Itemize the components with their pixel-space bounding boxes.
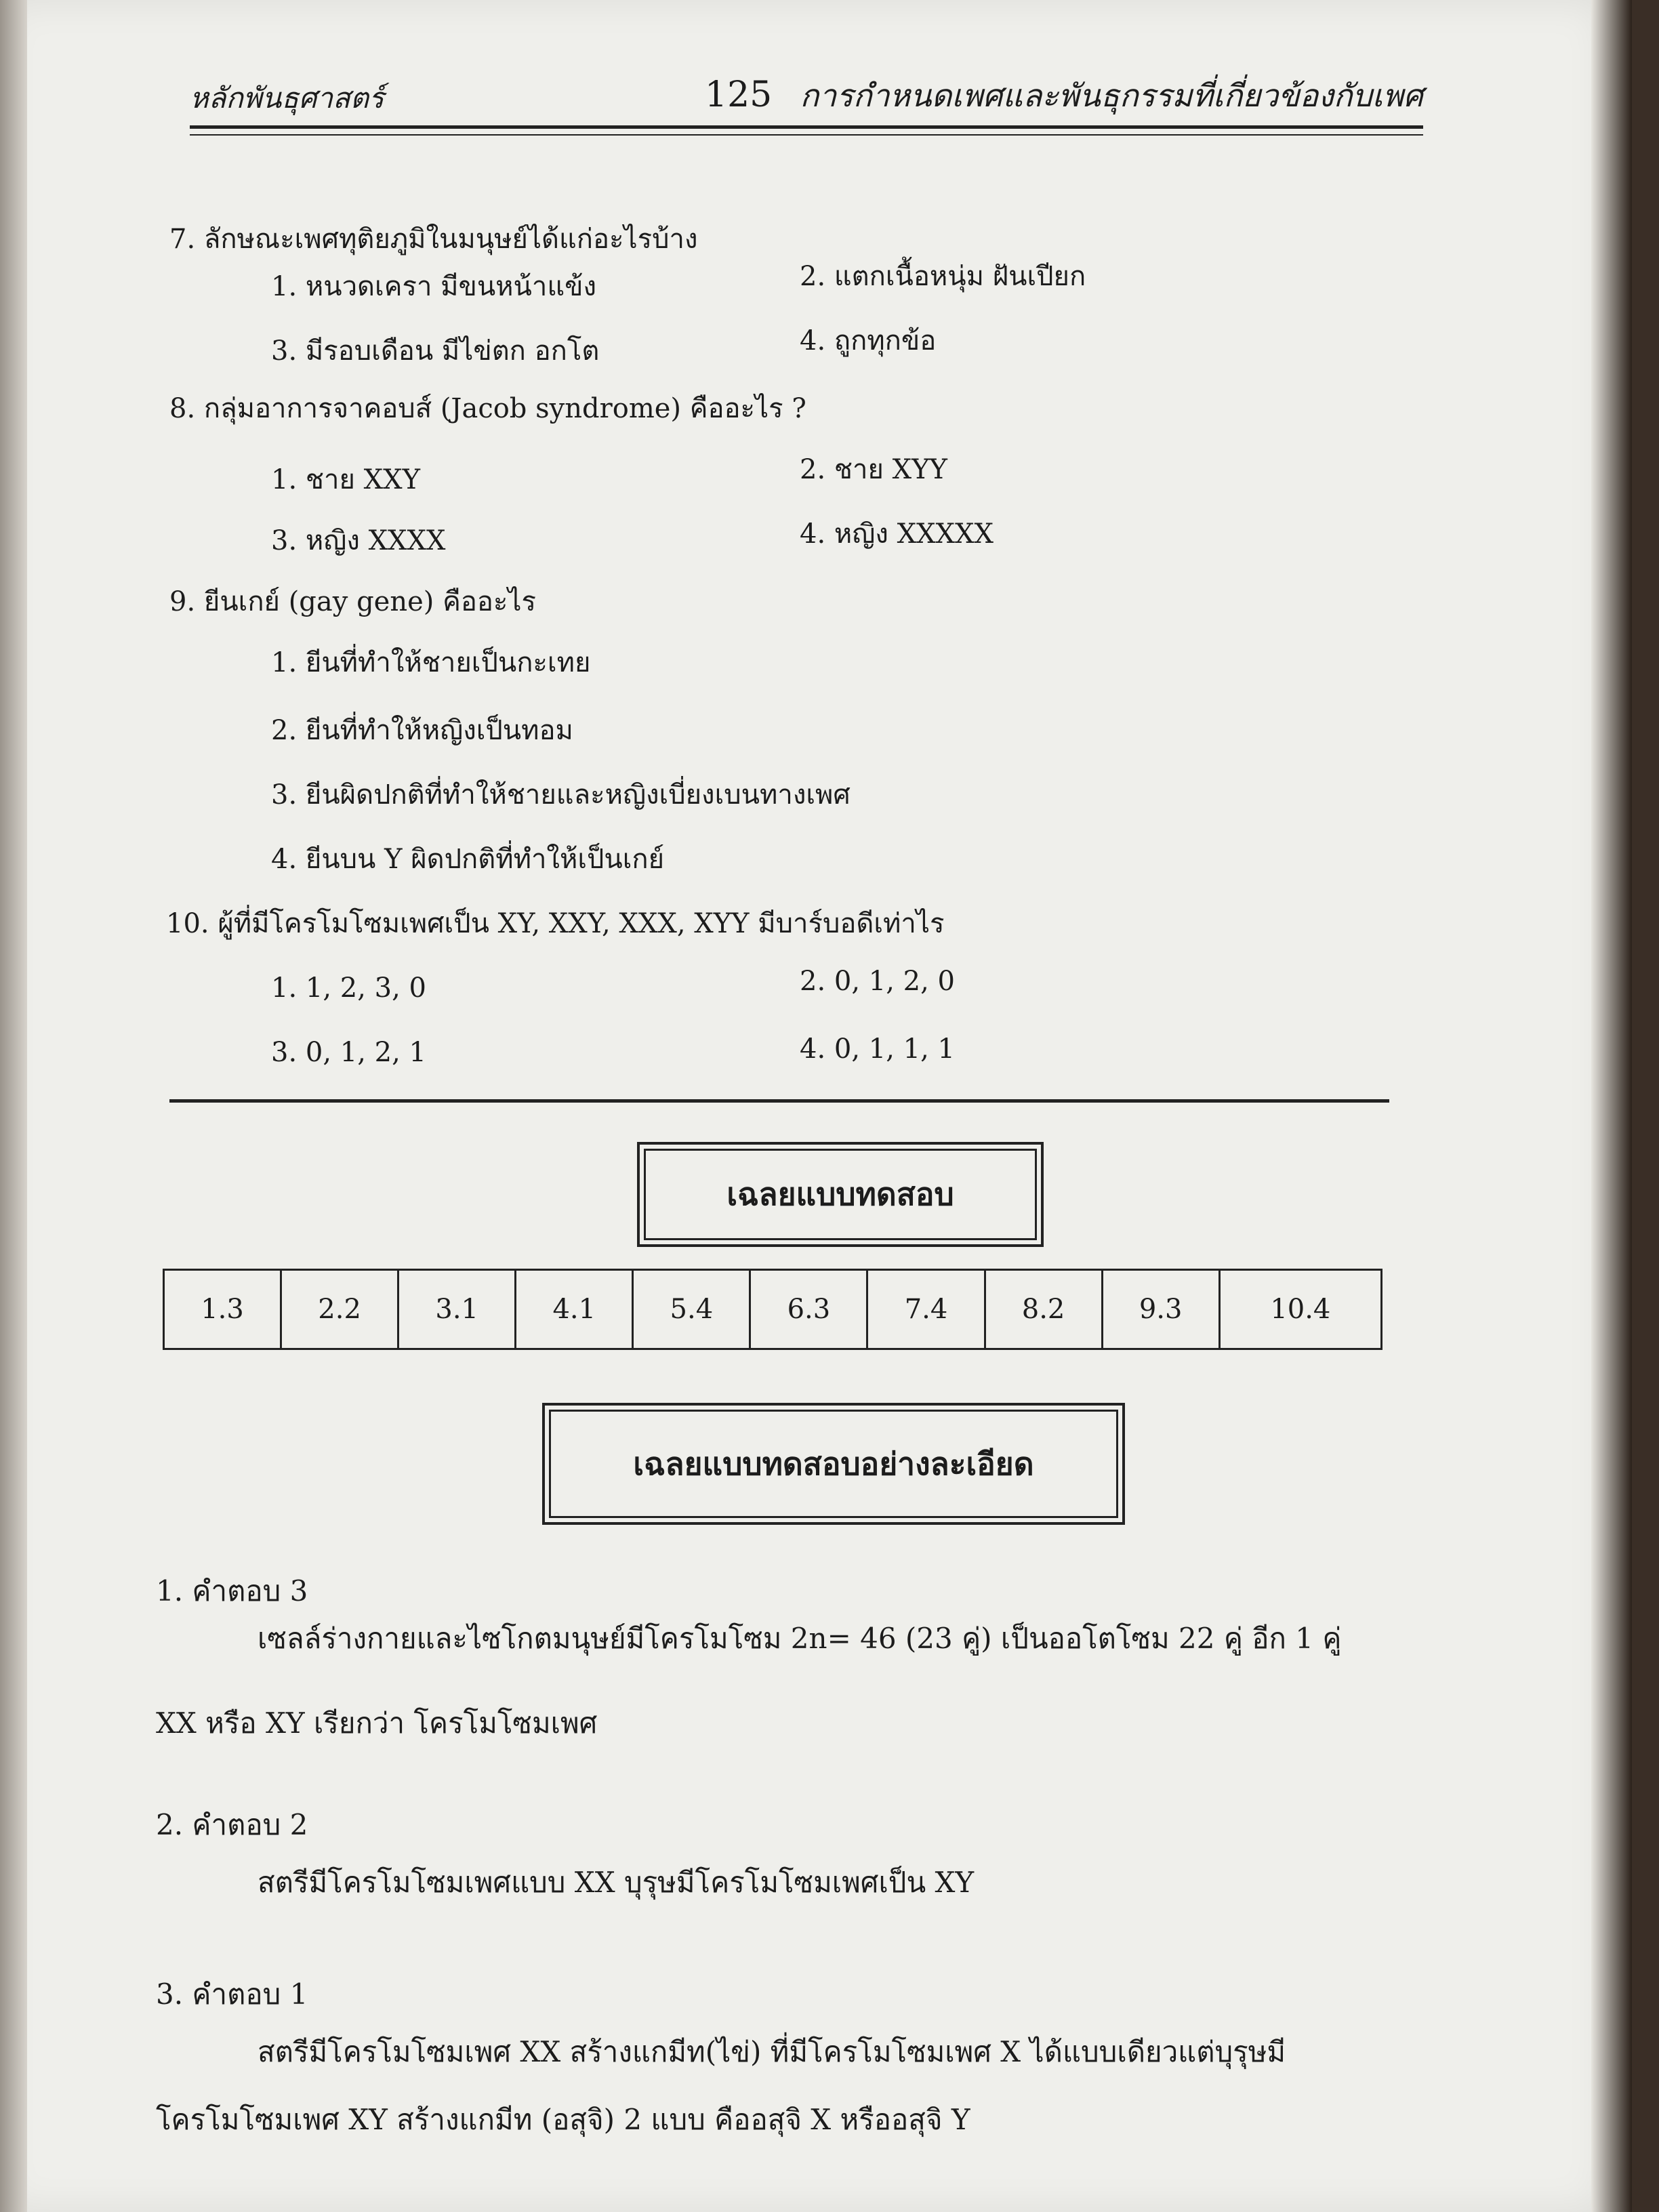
question-7-option-4: 4. ถูกทุกข้อ [800,325,937,356]
answer-cell: 6.3 [750,1270,867,1349]
detailed-answer-3-line-1: สตรีมีโครโมโซมเพศ XX สร้างแกมีท(ไข่) ที่มีโครโมโซมเพศ X ได้แบบเดียวแต่บุรุษมี [258,2035,1286,2068]
question-9-option-1: 1. ยีนที่ทำให้ชายเป็นกะเทย [271,647,591,678]
question-10-option-1: 1. 1, 2, 3, 0 [271,972,426,1004]
question-10-option-3: 3. 0, 1, 2, 1 [271,1037,426,1068]
detailed-answer-2-line-1: สตรีมีโครโมโซมเพศแบบ XX บุรุษมีโครโมโซมเพศเป็น XY [258,1866,975,1899]
page-number: 125 [705,75,773,115]
detailed-answer-1-heading: 1. คำตอบ 3 [156,1574,308,1607]
answer-cell: 3.1 [398,1270,516,1349]
book-spine-shadow [0,0,27,2212]
question-7-option-2: 2. แตกเนื้อหนุ่ม ฝันเปียก [800,261,1086,292]
book-page [27,0,1632,2212]
question-10: 10. ผู้ที่มีโครโมโซมเพศเป็น XY, XXY, XXX, XYY มีบาร์บอดีเท่าไร [166,908,945,939]
answer-cell: 9.3 [1102,1270,1219,1349]
header-rule-thin [190,134,1423,136]
answer-cell: 5.4 [633,1270,750,1349]
answer-cell: 2.2 [281,1270,398,1349]
detailed-answer-3-heading: 3. คำตอบ 1 [156,1978,308,2011]
question-7: 7. ลักษณะเพศทุติยภูมิในมนุษย์ได้แก่อะไรบ้าง [169,224,698,255]
book-title: หลักพันธุศาสตร์ [190,81,384,115]
answer-key-table [163,1269,1382,1350]
page-edge-shadow [1591,0,1632,2212]
detailed-title: เฉลยแบบทดสอบอย่างละเอียด [549,1410,1118,1518]
detailed-answer-3-line-2: โครโมโซมเพศ XY สร้างแกมีท (อสุจิ) 2 แบบ คืออสุจิ X หรืออสุจิ Y [156,2103,970,2136]
answer-cell: 1.3 [164,1270,281,1349]
table-row [164,1270,1382,1349]
bleed-through-text [1044,203,1051,230]
question-8-option-4: 4. หญิง XXXXX [800,518,994,550]
detailed-answer-1-line-2: XX หรือ XY เรียกว่า โครโมโซมเพศ [156,1706,598,1740]
question-9-option-2: 2. ยีนที่ทำให้หญิงเป็นทอม [271,715,573,746]
page-header [163,61,1423,136]
question-8: 8. กลุ่มอาการจาคอบส์ (Jacob syndrome) คืออะไร ? [169,393,806,424]
answer-cell: 8.2 [985,1270,1102,1349]
answer-key-title: เฉลยแบบทดสอบ [644,1149,1037,1240]
question-9: 9. ยีนเกย์ (gay gene) คืออะไร [169,586,536,617]
detailed-answer-1-line-1: เซลล์ร่างกายและไซโกตมนุษย์มีโครโมโซม 2n= 46 (23 คู่) เป็นออโตโซม 22 คู่ อีก 1 คู่ [258,1622,1342,1655]
question-7-option-1: 1. หนวดเครา มีขนหน้าแข้ง [271,271,596,302]
detailed-answer-2-heading: 2. คำตอบ 2 [156,1808,308,1841]
question-10-option-4: 4. 0, 1, 1, 1 [800,1033,955,1065]
question-8-option-2: 2. ชาย XYY [800,454,947,485]
answer-cell: 4.1 [516,1270,633,1349]
question-9-option-4: 4. ยีนบน Y ผิดปกติที่ทำให้เป็นเกย์ [271,844,665,875]
answer-key-title-box [637,1142,1044,1247]
question-8-option-3: 3. หญิง XXXX [271,525,446,556]
question-7-option-3: 3. มีรอบเดือน มีไข่ตก อกโต [271,335,600,367]
question-9-option-3: 3. ยีนผิดปกติที่ทำให้ชายและหญิงเบี่ยงเบนทางเพศ [271,779,851,811]
answer-cell: 10.4 [1219,1270,1381,1349]
answer-cell: 7.4 [867,1270,985,1349]
detailed-title-box [542,1403,1125,1525]
section-divider [169,1099,1389,1103]
question-8-option-1: 1. ชาย XXY [271,464,420,495]
header-rule-thick [190,125,1423,129]
chapter-title: การกำหนดเพศและพันธุกรรมที่เกี่ยวข้องกับเพศ [800,77,1423,114]
question-10-option-2: 2. 0, 1, 2, 0 [800,966,955,997]
